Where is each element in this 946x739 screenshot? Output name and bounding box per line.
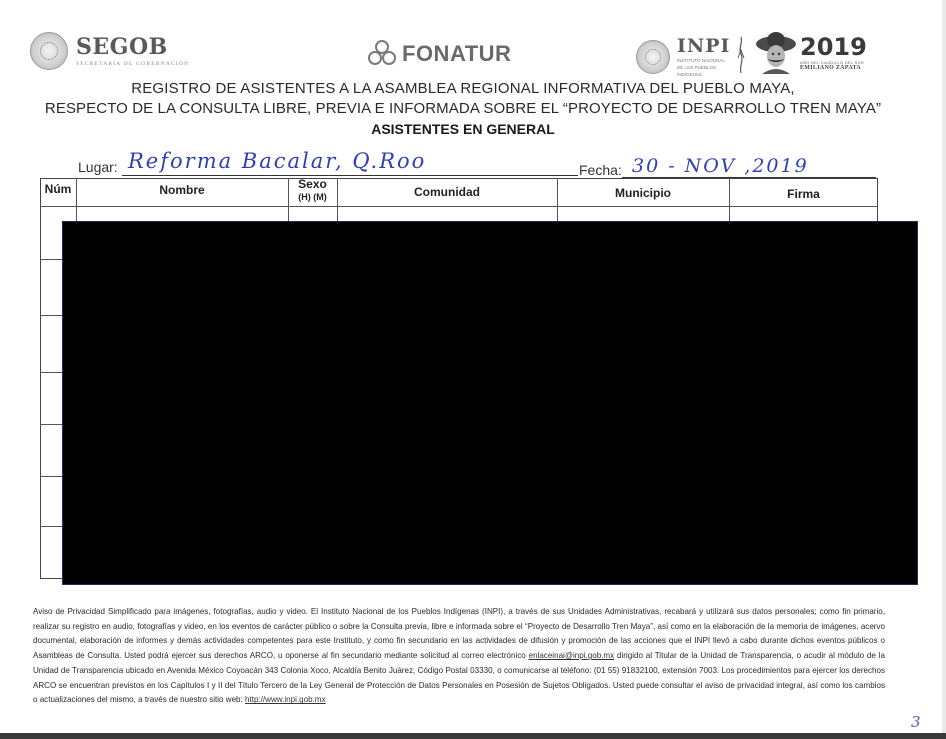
lugar-label: Lugar: (78, 159, 118, 175)
table-row-divider (40, 259, 62, 260)
inpi-name: INPI (677, 35, 731, 57)
table-header-divider (40, 206, 878, 207)
sexo-sublabel: (H) (M) (298, 192, 327, 202)
inpi-logo (636, 36, 730, 77)
privacy-text-1: Aviso de Privacidad Simplificado para imágenes, fotografías, audio y video. El Instituto Nacional de los Pueblos Indígenas (INPI), a través de sus Unidades Administrativas, recabará y utilizará sus datos personales; como fin primario, realizar su registro en audio, fotografías y video, en los eventos de carácter público o sobre la Consulta previa, libre e informada sobre el “Proyecto de Desarrollo Tren Maya”, así como en la elaboración de la memoria de imágenes, acervo documental, elaboración de informes y demás actividades competentes para este Instituto, y como fin secundario en las actividades de difusión y promoción de las acciones que el INPI llevó a cabo durante dichos eventos públicos o Asambleas de Consulta. Usted podrá ejercer sus derechos ARCO, u oponerse al fin secundario mediante solicitud al correo electrónico (33, 607, 885, 661)
viewer-bottom-bar (0, 733, 946, 739)
column-header-nombre: Nombre (159, 183, 205, 197)
table-row-divider (40, 526, 62, 527)
fonatur-logo (366, 38, 511, 70)
fonatur-knot-icon (366, 38, 398, 70)
segob-logo (30, 32, 189, 70)
column-header-sexo (288, 178, 337, 204)
lugar-underline (122, 175, 578, 176)
document-subtitle: ASISTENTES EN GENERAL (371, 121, 555, 137)
mexico-seal-icon (30, 32, 68, 70)
anniversary-logo (800, 34, 867, 71)
document-title-line-1: REGISTRO DE ASISTENTES A LA ASAMBLEA REGIONAL INFORMATIVA DEL PUEBLO MAYA, (131, 80, 795, 97)
privacy-website-link[interactable]: http://www.inpi.gob.mx (245, 695, 326, 705)
table-row-divider (40, 372, 62, 373)
scan-edge (942, 0, 946, 733)
inpi-subtitle-1: INSTITUTO NACIONAL (677, 58, 725, 63)
table-row-divider (40, 315, 62, 316)
inpi-subtitle-3: INDÍGENAS (677, 72, 702, 77)
column-header-comunidad: Comunidad (414, 185, 480, 199)
zapata-portrait-icon (754, 30, 798, 74)
privacy-text-2: dirigido al Titular de la Unidad de Transparencia, o acudir al módulo de la Unidad de Transparencia ubicado en Avenida México Coyoacán 343 Colonia Xoco, Alcaldía Benito Juárez, Código Postal 03330, o comunicarse al teléfono: (01 55) 91832100, extensión 7003. Los procedimientos para ejercer los derechos ARCO se encuentran previstos en los Capítulos I y II del Título Tercero de la Ley General de Protección de Datos Personales en Posesión de Sujetos Obligados. Usted puede consultar el aviso de privacidad integral, así como los cambios o actualizaciones del mismo, a través de nuestro sitio web: (33, 651, 885, 705)
inpi-subtitle-2: DE LOS PUEBLOS (677, 65, 717, 70)
mexico-seal-icon (636, 40, 670, 74)
segob-name: SEGOB (76, 33, 168, 60)
column-header-num: Núm (44, 182, 72, 196)
handwritten-page-number: 3 (911, 713, 921, 731)
fonatur-name: FONATUR (402, 41, 512, 66)
anniversary-small-text: AÑO DEL CAUDILLO DEL SUR (800, 60, 865, 65)
table-row-divider (40, 476, 62, 477)
table-row-divider (40, 424, 62, 425)
column-header-municipio: Municipio (615, 186, 671, 200)
anniversary-year: 2019 (800, 33, 867, 61)
lugar-handwritten-value: Reforma Bacalar, Q.Roo (128, 149, 427, 173)
redacted-block (62, 221, 918, 585)
column-header-firma: Firma (787, 187, 820, 201)
document-title-line-2: RESPECTO DE LA CONSULTA LIBRE, PREVIA E INFORMADA SOBRE EL “PROYECTO DE DESARROLLO TREN MAYA” (44, 100, 882, 117)
fecha-label: Fecha: (579, 162, 622, 178)
sexo-label: Sexo (298, 177, 327, 191)
flame-icon (736, 36, 746, 74)
privacy-email-link[interactable]: enlaceinai@inpi.gob.mx (528, 651, 615, 661)
anniversary-name: EMILIANO ZAPATA (800, 65, 862, 71)
fecha-handwritten-value: 30 - NOV ,2019 (632, 155, 809, 177)
privacy-notice (33, 605, 885, 708)
table-column-divider (337, 178, 338, 221)
segob-subtitle: SECRETARÍA DE GOBERNACIÓN (76, 60, 190, 67)
